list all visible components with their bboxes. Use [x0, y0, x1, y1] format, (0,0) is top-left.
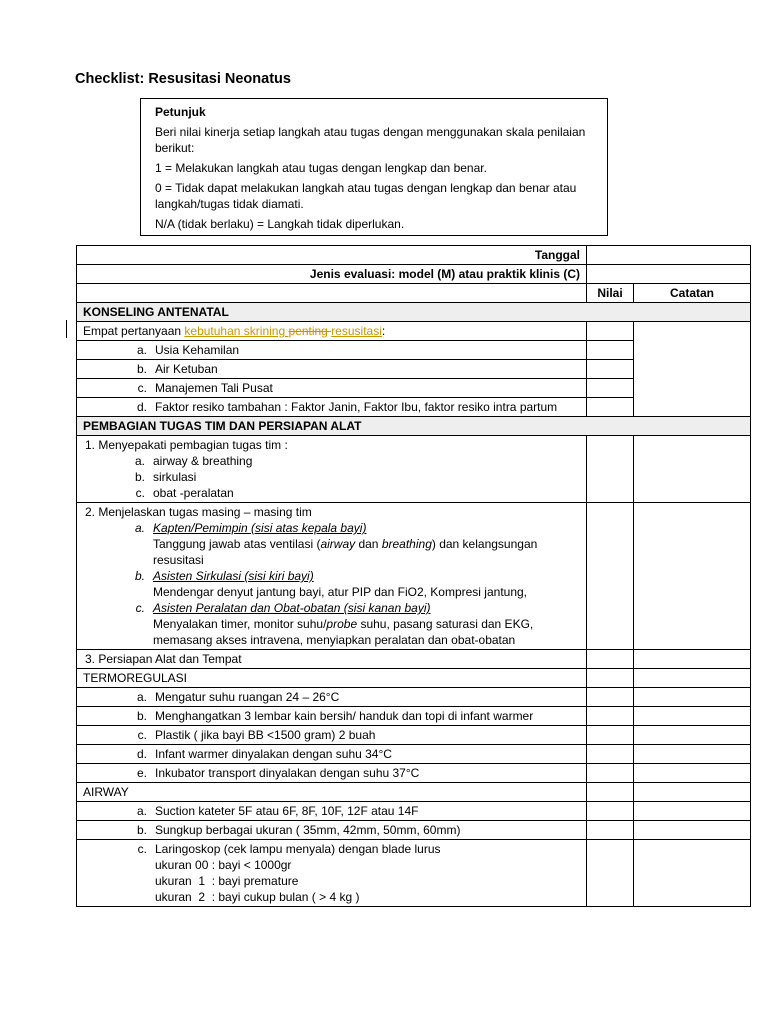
table-row	[77, 688, 751, 707]
intro-text: Empat pertanyaan	[83, 324, 185, 338]
item-text: Infant warmer dinyalakan dengan suhu 34°C	[155, 747, 392, 761]
item-label: b.	[136, 823, 147, 837]
termo-item	[77, 688, 587, 707]
item-label: e.	[136, 766, 147, 780]
item-text: Laringoskop (cek lampu menyala) dengan blade lurus	[155, 842, 441, 856]
jenis-evaluasi-label: Jenis evaluasi: model (M) atau praktik klinis (C)	[77, 265, 587, 284]
instructions-line: 0 = Tidak dapat melakukan langkah atau tugas dengan lengkap dan benar atau langkah/tugas tidak diamati.	[155, 181, 577, 211]
item-text: Usia Kehamilan	[155, 343, 240, 357]
desc-text: suhu, pasang saturasi dan EKG, memasang akses intravena, menyiapkan peralatan dan obat-obatan	[153, 617, 534, 647]
role-desc: Mendengar denyut jantung bayi, atur PIP dan FiO2, Kompresi jantung,	[153, 585, 528, 599]
section-row	[77, 303, 751, 322]
desc-italic: probe	[326, 617, 358, 631]
page-title: Checklist: Resusitasi Neonatus	[75, 71, 291, 87]
catatan-cell[interactable]	[634, 802, 751, 821]
table-row	[77, 802, 751, 821]
table-row	[77, 322, 751, 341]
item-text: airway & breathing	[153, 454, 253, 468]
catatan-cell[interactable]	[634, 707, 751, 726]
nilai-cell[interactable]	[587, 669, 634, 688]
role-c	[83, 600, 580, 648]
nilai-cell[interactable]	[587, 360, 634, 379]
item-label: a.	[136, 690, 147, 704]
inserted-text: resusitasi	[331, 324, 382, 338]
nilai-cell[interactable]	[587, 503, 634, 650]
item-label: b.	[136, 362, 147, 376]
table-row	[77, 284, 751, 303]
tugas1-item	[83, 453, 580, 469]
item-label: d.	[136, 747, 147, 761]
nilai-cell[interactable]	[587, 840, 634, 907]
catatan-cell[interactable]	[634, 821, 751, 840]
tugas1-cell	[77, 436, 587, 503]
tugas1-head: 1. Menyepakati pembagian tugas tim :	[85, 438, 288, 452]
airway-item	[77, 840, 587, 907]
nilai-header: Nilai	[587, 284, 634, 303]
header-blank-cell	[77, 284, 587, 303]
airway-head: AIRWAY	[77, 783, 587, 802]
catatan-header: Catatan	[634, 284, 751, 303]
item-text: Plastik ( jika bayi BB <1500 gram) 2 buah	[155, 728, 376, 742]
item-text: Suction kateter 5F atau 6F, 8F, 10F, 12F atau 14F	[155, 804, 419, 818]
nilai-cell[interactable]	[587, 783, 634, 802]
item-text: ukuran 00 : bayi < 1000gr	[155, 858, 292, 872]
desc-text: ) dan kelangsungan resusitasi	[153, 537, 538, 567]
table-row	[77, 764, 751, 783]
instructions-line: N/A (tidak berlaku) = Langkah tidak diperlukan.	[155, 217, 405, 231]
desc-text: dan	[355, 537, 382, 551]
table-row	[77, 783, 751, 802]
section-konseling-antenatal: KONSELING ANTENATAL	[77, 303, 751, 322]
inserted-text: kebutuhan skrining	[184, 324, 289, 338]
item-text: Faktor resiko tambahan : Faktor Janin, Faktor Ibu, faktor resiko intra partum	[155, 400, 558, 414]
item-text: Sungkup berbagai ukuran ( 35mm, 42mm, 50mm, 60mm)	[155, 823, 461, 837]
nilai-cell[interactable]	[587, 650, 634, 669]
item-label: c.	[137, 381, 147, 395]
tugas1-item	[83, 485, 580, 501]
catatan-cell[interactable]	[634, 503, 751, 650]
catatan-cell[interactable]	[634, 745, 751, 764]
nilai-cell[interactable]	[587, 707, 634, 726]
item-text: Manajemen Tali Pusat	[155, 381, 273, 395]
role-title: Asisten Sirkulasi (sisi kiri bayi)	[153, 569, 314, 583]
jenis-evaluasi-input-cell[interactable]	[587, 265, 751, 284]
item-label: a.	[136, 343, 147, 357]
item-text: Air Ketuban	[155, 362, 218, 376]
nilai-cell[interactable]	[587, 398, 634, 417]
instructions-line: Beri nilai kinerja setiap langkah atau tugas dengan menggunakan skala penilaian berikut:	[155, 125, 586, 155]
nilai-cell[interactable]	[587, 802, 634, 821]
nilai-cell[interactable]	[587, 726, 634, 745]
tugas1-item	[83, 469, 580, 485]
catatan-cell[interactable]	[634, 436, 751, 503]
instructions-heading: Petunjuk	[155, 105, 206, 119]
item-label: c.	[135, 486, 145, 500]
termoregulasi-head: TERMOREGULASI	[77, 669, 587, 688]
table-row	[77, 436, 751, 503]
tugas2-cell	[77, 503, 587, 650]
text-cursor	[66, 320, 67, 338]
nilai-cell[interactable]	[587, 379, 634, 398]
role-title: Kapten/Pemimpin (sisi atas kepala bayi)	[153, 521, 367, 535]
tugas2-head: 2. Menjelaskan tugas masing – masing tim	[85, 505, 312, 519]
catatan-cell[interactable]	[634, 688, 751, 707]
role-desc	[153, 536, 580, 568]
item-text: obat -peralatan	[153, 486, 234, 500]
section-pembagian-tugas: PEMBAGIAN TUGAS TIM DAN PERSIAPAN ALAT	[77, 417, 751, 436]
desc-text: Tanggung jawab atas ventilasi (	[153, 537, 321, 551]
catatan-cell[interactable]	[634, 764, 751, 783]
nilai-cell[interactable]	[587, 764, 634, 783]
item-label: c.	[135, 601, 145, 615]
persiapan-head: 3. Persiapan Alat dan Tempat	[77, 650, 587, 669]
konseling-intro	[77, 322, 587, 341]
termo-item	[77, 726, 587, 745]
item-label: b.	[136, 709, 147, 723]
table-row	[77, 821, 751, 840]
nilai-cell[interactable]	[587, 821, 634, 840]
airway-item	[77, 802, 587, 821]
table-row	[77, 745, 751, 764]
item-label: c.	[137, 842, 147, 856]
tanggal-input-cell[interactable]	[587, 246, 751, 265]
catatan-cell[interactable]	[634, 669, 751, 688]
nilai-cell[interactable]	[587, 341, 634, 360]
catatan-cell[interactable]	[634, 840, 751, 907]
role-title: Asisten Peralatan dan Obat-obatan (sisi kanan bayi)	[153, 601, 431, 615]
item-label: b.	[134, 569, 145, 583]
desc-text: Menyalakan timer, monitor suhu/	[153, 617, 327, 631]
konseling-item	[77, 360, 587, 379]
desc-italic: airway	[320, 537, 356, 551]
instructions-box	[140, 98, 608, 236]
nilai-cell[interactable]	[587, 322, 634, 341]
nilai-cell[interactable]	[587, 745, 634, 764]
item-label: d.	[136, 400, 147, 414]
konseling-item	[77, 398, 587, 417]
role-desc	[153, 616, 580, 648]
item-label: a.	[134, 454, 145, 468]
item-text: sirkulasi	[153, 470, 197, 484]
item-label: b.	[134, 470, 145, 484]
konseling-item	[77, 341, 587, 360]
table-row	[77, 503, 751, 650]
item-text: ukuran 1 : bayi premature	[155, 874, 299, 888]
item-text: Inkubator transport dinyalakan dengan suhu 37°C	[155, 766, 420, 780]
table-row	[77, 726, 751, 745]
nilai-cell[interactable]	[587, 436, 634, 503]
table-row	[77, 650, 751, 669]
item-label: a.	[136, 804, 147, 818]
tanggal-label: Tanggal	[77, 246, 587, 265]
item-text: Menghangatkan 3 lembar kain bersih/ handuk dan topi di infant warmer	[155, 709, 534, 723]
termo-item	[77, 764, 587, 783]
item-label: c.	[137, 728, 147, 742]
item-text: Mengatur suhu ruangan 24 – 26°C	[155, 690, 340, 704]
konseling-item	[77, 379, 587, 398]
item-text: ukuran 2 : bayi cukup bulan ( > 4 kg )	[155, 890, 360, 904]
table-row	[77, 265, 751, 284]
item-label: a.	[134, 521, 145, 535]
instructions-line: 1 = Melakukan langkah atau tugas dengan lengkap dan benar.	[155, 161, 487, 175]
deleted-text: penting	[288, 324, 332, 338]
role-b	[83, 568, 580, 600]
termo-item	[77, 745, 587, 764]
role-a	[83, 520, 580, 568]
table-row	[77, 707, 751, 726]
catatan-cell[interactable]	[634, 783, 751, 802]
table-row	[77, 246, 751, 265]
nilai-cell[interactable]	[587, 688, 634, 707]
catatan-cell[interactable]	[634, 650, 751, 669]
desc-italic: breathing	[381, 537, 432, 551]
airway-item	[77, 821, 587, 840]
catatan-cell[interactable]	[634, 726, 751, 745]
table-row	[77, 840, 751, 907]
catatan-cell[interactable]	[634, 322, 751, 417]
termo-item	[77, 707, 587, 726]
checklist-table	[76, 245, 751, 907]
intro-suffix: :	[381, 324, 386, 338]
table-row	[77, 669, 751, 688]
section-row	[77, 417, 751, 436]
